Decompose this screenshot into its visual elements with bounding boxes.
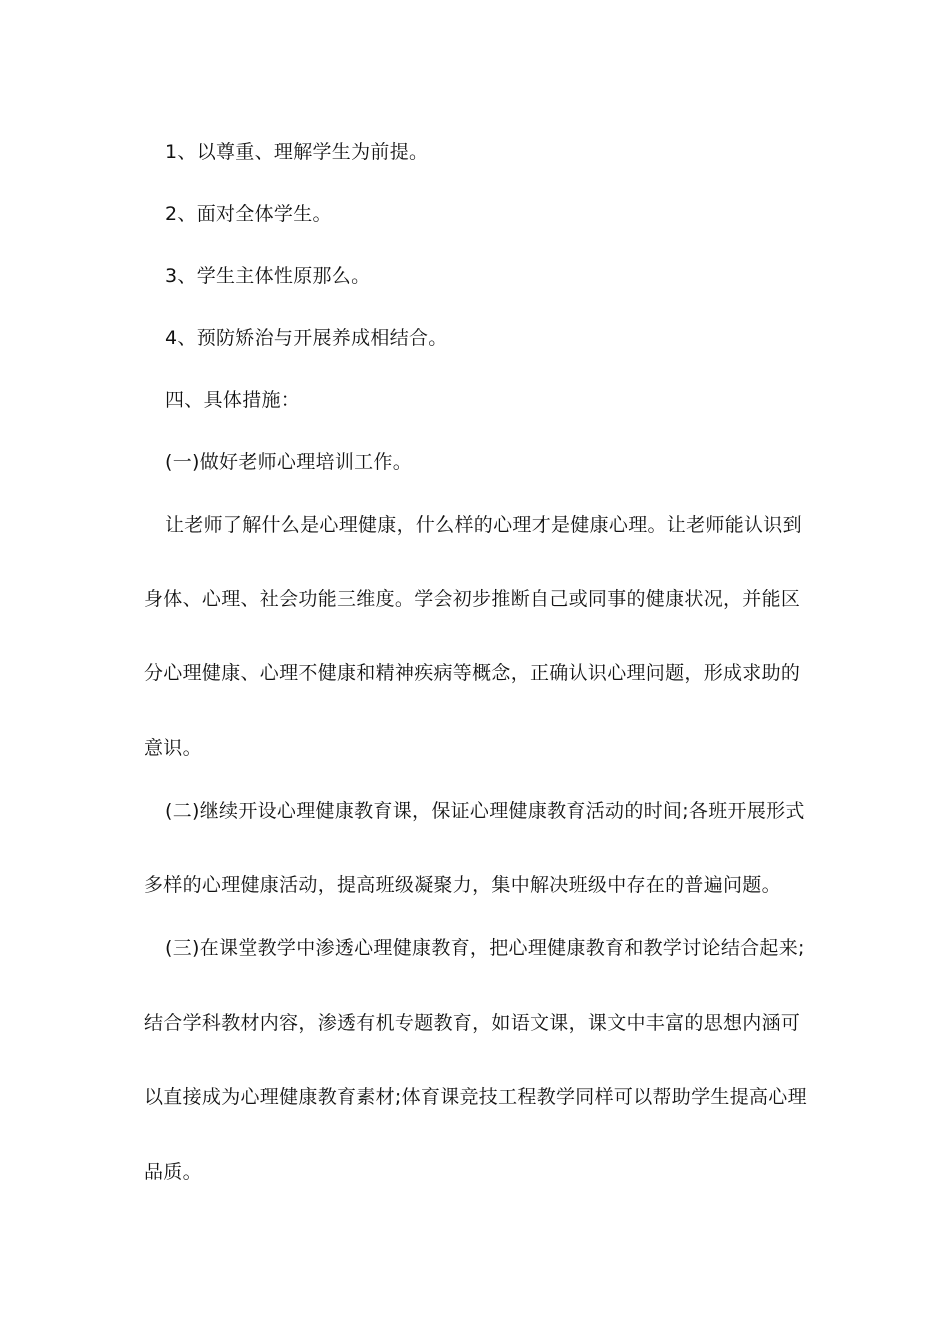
principle-2: 2、面对全体学生。 xyxy=(165,203,332,225)
measure-3-line-4: 品质。 xyxy=(144,1161,202,1183)
measure-1-line-1: 让老师了解什么是心理健康，什么样的心理才是健康心理。让老师能认识到 xyxy=(165,514,802,536)
measure-1-line-2: 身体、心理、社会功能三维度。学会初步推断自己或同事的健康状况，并能区 xyxy=(144,588,801,610)
principle-3: 3、学生主体性原那么。 xyxy=(165,265,371,287)
measure-3-line-3: 以直接成为心理健康教育素材;体育课竞技工程教学同样可以帮助学生提高心理 xyxy=(144,1086,807,1108)
principle-1: 1、以尊重、理解学生为前提。 xyxy=(165,141,429,163)
measure-3-line-2: 结合学科教材内容，渗透有机专题教育，如语文课，课文中丰富的思想内涵可 xyxy=(144,1012,801,1034)
measure-1-heading: (一)做好老师心理培训工作。 xyxy=(165,451,413,473)
measure-1-line-3: 分心理健康、心理不健康和精神疾病等概念，正确认识心理问题，形成求助的 xyxy=(144,662,801,684)
section-heading: 四、具体措施： xyxy=(165,389,301,411)
measure-3-line-1: (三)在课堂教学中渗透心理健康教育，把心理健康教育和教学讨论结合起来; xyxy=(165,937,805,959)
measure-2-line-1: (二)继续开设心理健康教育课，保证心理健康教育活动的时间;各班开展形式 xyxy=(165,800,805,822)
measure-2-line-2: 多样的心理健康活动，提高班级凝聚力，集中解决班级中存在的普遍问题。 xyxy=(144,874,781,896)
principle-4: 4、预防矫治与开展养成相结合。 xyxy=(165,327,448,349)
measure-1-line-4: 意识。 xyxy=(144,737,202,759)
